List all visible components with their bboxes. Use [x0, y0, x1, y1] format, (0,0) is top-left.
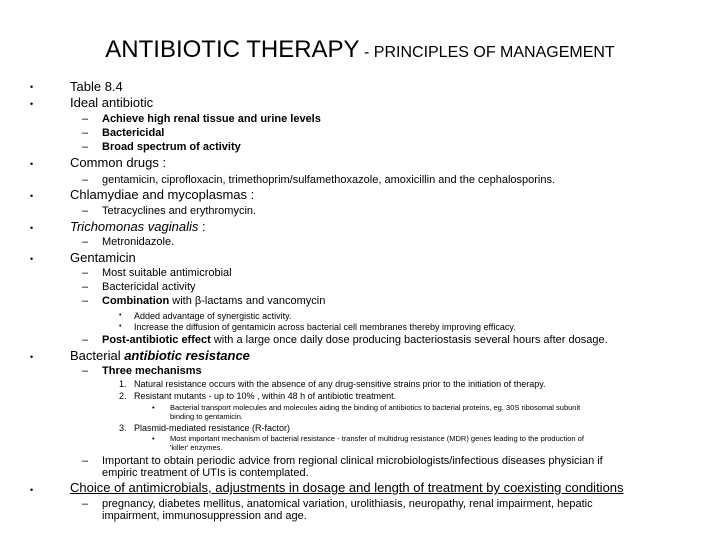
conditions-line-1: pregnancy, diabetes mellitus, anatomical variation, urolithiasis, neuropathy, renal impairment, hepatic [102, 498, 593, 510]
slide-title [0, 36, 720, 64]
three-mechanisms: Three mechanisms [102, 365, 202, 377]
table-ref: Table 8.4 [70, 79, 123, 94]
ideal-antibiotic-heading: Ideal antibiotic [70, 95, 154, 110]
gentamicin-item-3 [102, 295, 325, 308]
trichomonas-name: Trichomonas vaginalis [70, 219, 199, 234]
bullet-marker: • [30, 485, 34, 495]
dash-marker: – [82, 205, 89, 217]
mechanism-2: Resistant mutants - up to 10% , within 48 h of antibiotic treatment. [134, 391, 397, 401]
bullet-marker: • [30, 159, 34, 169]
post-antibiotic-text: with a large once daily dose producing bacteriostasis several hours after dosage. [210, 334, 608, 346]
post-antibiotic-label: Post-antibiotic effect [102, 334, 211, 346]
combination-sub-2: Increase the diffusion of gentamicin across bacterial cell membranes thereby improving efficacy. [134, 322, 516, 332]
mechanism-3-detail-line-1: Most important mechanism of bacterial resistance - transfer of multidrug resistance (MDR) genes leading to the production of [170, 434, 584, 443]
dot-marker: • [119, 312, 122, 319]
number-1: 1. [119, 379, 127, 389]
common-drugs-list: gentamicin, ciprofloxacin, trimethoprim/sulfamethoxazole, amoxicillin and the cephalosporins. [102, 174, 556, 186]
resistance-heading-prefix: Bacterial [70, 348, 125, 363]
bullet-marker: • [30, 191, 34, 201]
resistance-heading-emphasis: antibiotic resistance [124, 348, 250, 363]
chlamydiae-treatment: Tetracyclines and erythromycin. [102, 205, 257, 217]
dot-marker: • [119, 323, 122, 330]
dot-marker: • [152, 403, 155, 412]
title-main: ANTIBIOTIC THERAPY [105, 36, 360, 63]
number-2: 2. [119, 391, 127, 401]
dash-marker: – [82, 236, 89, 248]
conditions-line-2: impairment, immunosuppression and age. [102, 510, 307, 522]
dash-marker: – [82, 334, 89, 346]
dash-marker: – [82, 281, 89, 293]
bullet-marker: • [30, 223, 34, 233]
ideal-item-3: Broad spectrum of activity [102, 141, 241, 153]
dash-marker: – [82, 267, 89, 279]
dot-marker: • [152, 434, 155, 443]
gentamicin-heading: Gentamicin [70, 250, 136, 265]
ideal-item-1: Achieve high renal tissue and urine levels [102, 113, 321, 125]
dash-marker: – [82, 365, 89, 377]
dash-marker: – [82, 295, 89, 307]
bullet-marker: • [30, 254, 34, 264]
trichomonas-colon: : [198, 219, 206, 234]
trichomonas-heading [70, 220, 206, 235]
advice-line-1: Important to obtain periodic advice from regional clinical microbiologists/infectious diseases physician if [102, 455, 603, 467]
common-drugs-heading: Common drugs : [70, 155, 167, 170]
advice-line-2: empiric treatment of UTIs is contemplated. [102, 467, 309, 479]
bullet-marker: • [30, 352, 34, 362]
mechanism-2-detail-line-1: Bacterial transport molecules and molecules aiding the binding of antibiotics to bacterial proteins, eg. 30S ribosomal subunit [170, 403, 581, 412]
mechanism-1: Natural resistance occurs with the absence of any drug-sensitive strains prior to the initiation of therapy. [134, 379, 546, 389]
resistance-heading [70, 349, 250, 364]
mechanism-3: Plasmid-mediated resistance (R-factor) [134, 423, 291, 433]
chlamydiae-heading: Chlamydiae and mycoplasmas : [70, 187, 255, 202]
gentamicin-item-2: Bactericidal activity [102, 281, 196, 293]
choice-heading: Choice of antimicrobials, adjustments in dosage and length of treatment by coexisting conditions [70, 480, 624, 495]
bullet-marker: • [30, 99, 34, 109]
dash-marker: – [82, 141, 89, 153]
title-sub: - PRINCIPLES OF MANAGEMENT [359, 44, 615, 61]
mechanism-3-detail-line-2: 'killer' enzymes. [170, 443, 223, 452]
mechanism-2-detail-line-2: binding to gentamicin. [170, 412, 243, 421]
trichomonas-treatment: Metronidazole. [102, 236, 175, 248]
gentamicin-item-4 [102, 334, 608, 347]
ideal-item-2: Bactericidal [102, 127, 165, 139]
dash-marker: – [82, 174, 89, 186]
bullet-marker: • [30, 82, 34, 92]
dash-marker: – [82, 113, 89, 125]
gentamicin-item-1: Most suitable antimicrobial [102, 267, 232, 279]
dash-marker: – [82, 498, 89, 510]
combination-text: with β-lactams and vancomycin [169, 295, 326, 307]
dash-marker: – [82, 455, 89, 467]
dash-marker: – [82, 127, 89, 139]
combination-sub-1: Added advantage of synergistic activity. [134, 311, 292, 321]
combination-label: Combination [102, 295, 170, 307]
number-3: 3. [119, 423, 127, 433]
